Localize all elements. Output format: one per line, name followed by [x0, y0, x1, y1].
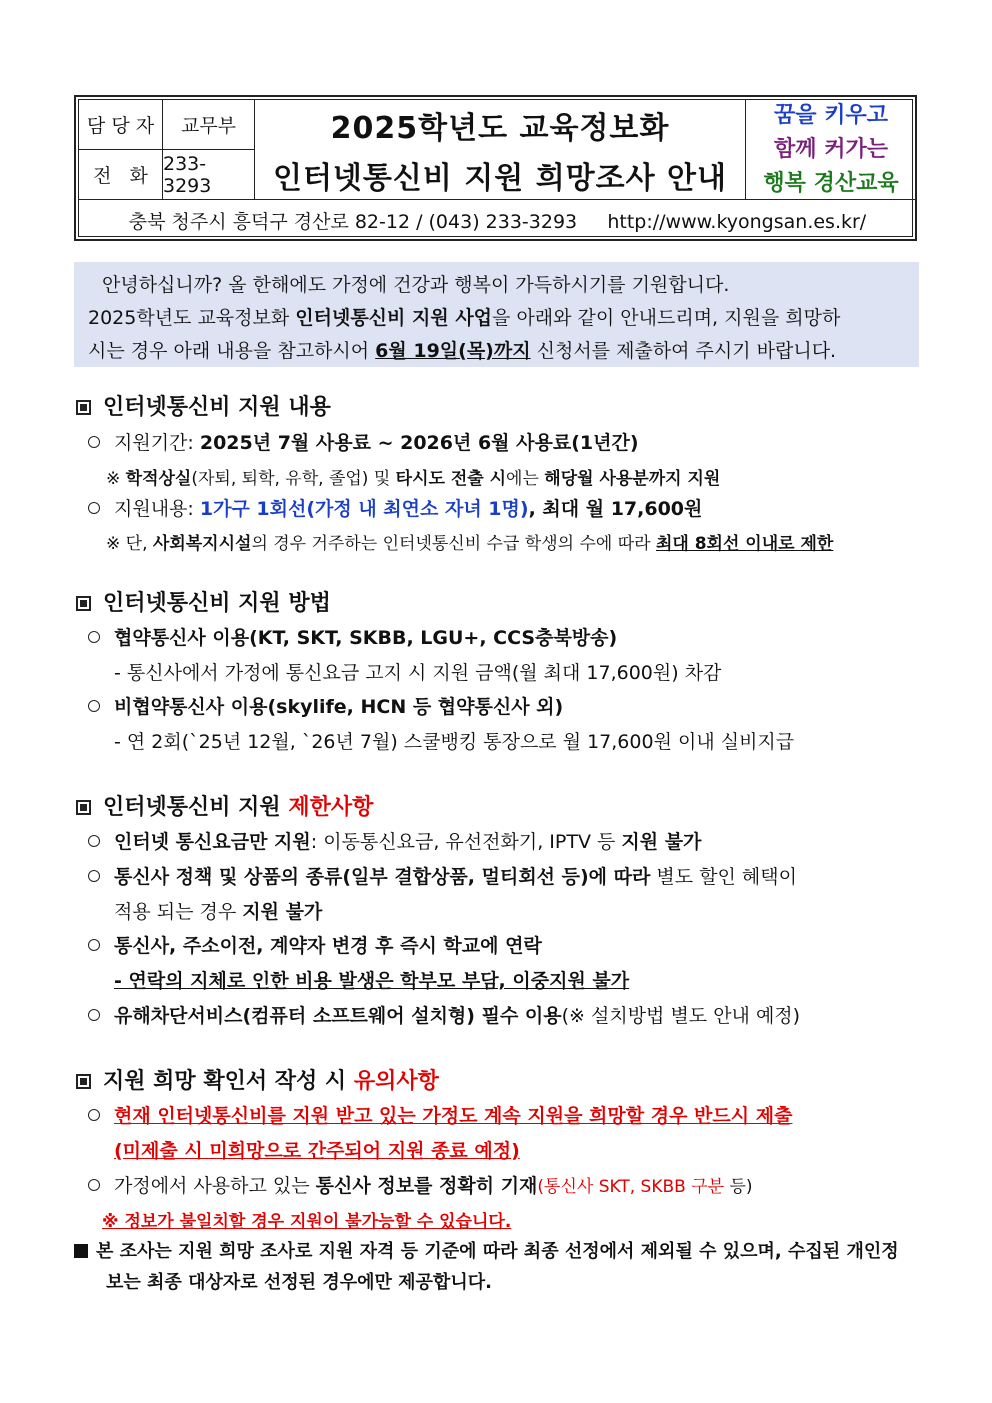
item-text: 지원 불가 — [621, 831, 702, 853]
section3-heading — [76, 790, 373, 821]
circle-bullet-icon — [88, 700, 100, 712]
period-value: 2025년 7월 사용료 ~ 2026년 6월 사용료(1년간) — [199, 432, 639, 454]
school-slogan — [746, 100, 916, 200]
content-amount: , 최대 월 17,600원 — [528, 498, 703, 520]
intro-line-2 — [88, 303, 840, 330]
item-text: 통신사, 주소이전, 계약자 변경 후 즉시 학교에 연락 — [114, 935, 542, 957]
footer-line-2: 보는 최종 대상자로 선정된 경우에만 제공합니다. — [106, 1272, 492, 1293]
note-text: 에는 — [506, 469, 545, 489]
content-value: 1가구 1회선(가정 내 최연소 자녀 1명) — [199, 498, 529, 520]
section3-item3-sub: - 연락의 지체로 인한 비용 발생은 학부모 부담, 이중지원 불가 — [114, 970, 630, 992]
item-text: 적용 되는 경우 — [114, 901, 243, 923]
circle-bullet-icon — [88, 835, 100, 847]
section4-item1-cont: (미제출 시 미희망으로 간주되어 지원 종료 예정) — [114, 1140, 520, 1162]
manager-value: 교무부 — [163, 100, 255, 150]
section2-heading — [76, 586, 331, 617]
note-text: 해당월 사용분까지 지원 — [544, 469, 721, 489]
section2-item2-sub: - 연 2회(`25년 12월, `26년 7월) 스쿨뱅킹 통장으로 월 17,600원 이내 실비지급 — [114, 731, 795, 753]
square-bullet-icon — [76, 400, 91, 415]
item-text: 협약통신사 이용(KT, SKT, SKBB, LGU+, CCS충북방송) — [114, 627, 618, 649]
circle-bullet-icon — [88, 1109, 100, 1121]
note-text: 타시도 전출 시 — [395, 469, 507, 489]
slogan-line-1: 꿈을 키우고 — [774, 102, 888, 128]
section2-item1-sub: - 통신사에서 가정에 통신요금 고지 시 지원 금액(월 최대 17,600원) 차감 — [114, 662, 722, 684]
square-bullet-icon — [76, 596, 91, 611]
document-title — [255, 100, 746, 200]
section1-note1 — [106, 464, 720, 489]
slogan-line-3: 행복 경산교육 — [763, 170, 899, 196]
section1-note2 — [106, 529, 833, 554]
note-text: ※ 단, — [106, 534, 153, 554]
circle-bullet-icon — [88, 631, 100, 643]
section4-item2 — [88, 1171, 753, 1198]
section3-item2-cont — [114, 897, 322, 924]
slogan-line-2: 함께 커가는 — [774, 136, 888, 162]
title-line-2: 인터넷통신비 지원 희망조사 안내 — [272, 160, 728, 196]
footer-line-1 — [74, 1237, 899, 1263]
intro-text: 2025학년도 교육정보화 — [88, 307, 296, 329]
section1-content — [88, 494, 702, 521]
square-bullet-icon — [76, 800, 91, 815]
note-text: (자퇴, 퇴학, 유학, 졸업) 및 — [191, 469, 396, 489]
item-text: 통신사 정책 및 상품의 종류(일부 결합상품, 멀티회선 등)에 따라 — [114, 866, 651, 888]
item-text: 비협약통신사 이용(skylife, HCN 등 협약통신사 외) — [114, 696, 564, 718]
content-label: 지원내용: — [114, 498, 200, 520]
footer-text: 본 조사는 지원 희망 조사로 지원 자격 등 기준에 따라 최종 선정에서 제외될 수 있으며, 수집된 개인정 — [96, 1241, 899, 1262]
manager-label: 담 당 자 — [79, 100, 163, 150]
school-address: 충북 청주시 흥덕구 경산로 82-12 / (043) 233-3293 http://www.kyongsan.es.kr/ — [128, 210, 867, 233]
square-bullet-icon — [76, 1074, 91, 1089]
section2-item1 — [88, 623, 617, 650]
note-text: 의 경우 거주하는 인터넷통신비 수급 학생의 수에 따라 — [251, 534, 656, 554]
item-text: 현재 인터넷통신비를 지원 받고 있는 가정도 계속 지원을 희망할 경우 반드시 제출 — [114, 1105, 793, 1127]
section4-item1 — [88, 1101, 792, 1128]
period-label: 지원기간: — [114, 432, 200, 454]
section4-title-highlight: 유의사항 — [353, 1069, 439, 1094]
black-square-icon — [74, 1244, 88, 1258]
section4-note: ※ 정보가 불일치할 경우 지원이 불가능할 수 있습니다. — [102, 1212, 512, 1232]
note-text: 사회복지시설 — [152, 534, 252, 554]
item-text: 등) — [724, 1177, 753, 1197]
section3-title: 인터넷통신비 지원 — [103, 795, 289, 820]
circle-bullet-icon — [88, 939, 100, 951]
header-table — [74, 95, 917, 241]
item-text-highlight: (통신사 SKT, SKBB 구분 — [537, 1177, 725, 1197]
section2-title: 인터넷통신비 지원 방법 — [103, 591, 331, 616]
section2-item2 — [88, 692, 563, 719]
item-text: 인터넷 통신요금만 지원 — [114, 831, 311, 853]
intro-program-name: 인터넷통신비 지원 사업 — [295, 307, 493, 329]
item-text: (※ 설치방법 별도 안내 예정) — [561, 1005, 801, 1027]
item-text: 통신사 정보를 정확히 기재 — [315, 1175, 538, 1197]
section3-item3 — [88, 931, 542, 958]
circle-bullet-icon — [88, 870, 100, 882]
note-mark: ※ — [106, 469, 126, 489]
section1-period — [88, 428, 639, 455]
section3-title-highlight: 제한사항 — [288, 795, 374, 820]
circle-bullet-icon — [88, 502, 100, 514]
circle-bullet-icon — [88, 1009, 100, 1021]
section1-title: 인터넷통신비 지원 내용 — [103, 395, 331, 420]
intro-box — [74, 262, 919, 367]
header-inner-border — [78, 99, 913, 237]
item-text: 유해차단서비스(컴퓨터 소프트웨어 설치형) 필수 이용 — [114, 1005, 562, 1027]
intro-deadline: 6월 19일(목)까지 — [375, 340, 531, 362]
intro-line-1: 안녕하십니까? 올 한해에도 가정에 건강과 행복이 가득하시기를 기원합니다. — [102, 274, 730, 296]
circle-bullet-icon — [88, 1179, 100, 1191]
phone-value: 233-3293 — [163, 150, 255, 200]
intro-text: 을 아래와 같이 안내드리며, 지원을 희망하 — [492, 307, 841, 329]
section1-heading — [76, 390, 331, 421]
section4-title: 지원 희망 확인서 작성 시 — [103, 1069, 354, 1094]
circle-bullet-icon — [88, 436, 100, 448]
note-limit: 최대 8회선 이내로 제한 — [655, 534, 834, 554]
title-line-1: 2025학년도 교육정보화 — [330, 110, 670, 146]
section4-heading — [76, 1064, 439, 1095]
intro-text: 시는 경우 아래 내용을 참고하시어 — [88, 340, 376, 362]
item-text: 가정에서 사용하고 있는 — [114, 1175, 316, 1197]
section3-item2 — [88, 862, 797, 889]
section3-item1 — [88, 827, 701, 854]
phone-label: 전 화 — [79, 150, 163, 200]
intro-line-3 — [88, 336, 836, 363]
intro-text: 신청서를 제출하여 주시기 바랍니다. — [530, 340, 837, 362]
item-text: 지원 불가 — [242, 901, 323, 923]
item-text: 별도 할인 혜택이 — [650, 866, 797, 888]
note-text: 학적상실 — [125, 469, 192, 489]
section3-item4 — [88, 1001, 800, 1028]
item-text: : 이동통신요금, 유선전화기, IPTV 등 — [310, 831, 622, 853]
